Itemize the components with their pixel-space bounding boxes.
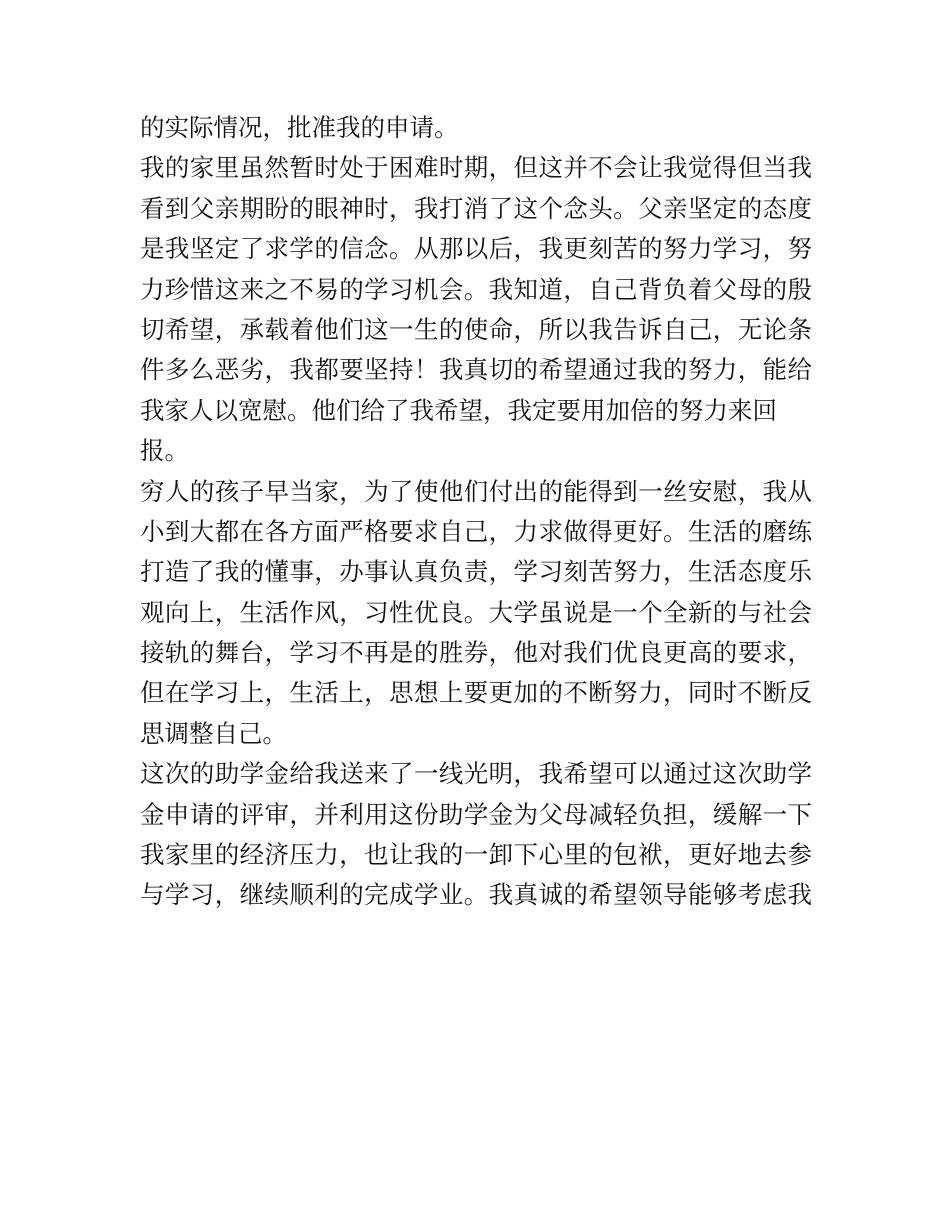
text-line: 观向上，生活作风，习性优良。大学虽说是一个全新的与社会 [140,597,812,627]
text-line: 力珍惜这来之不易的学习机会。我知道，自己背负着父母的殷 [140,274,812,304]
text-line: 但在学习上，生活上，思想上要更加的不断努力，同时不断反 [140,678,812,708]
text-line: 我的家里虽然暂时处于困难时期，但这并不会让我觉得但当我 [140,153,812,183]
text-line: 这次的助学金给我送来了一线光明，我希望可以通过这次助学 [140,759,812,789]
text-line: 看到父亲期盼的眼神时，我打消了这个念头。父亲坚定的态度 [140,193,812,223]
text-line: 报。 [140,436,189,466]
text-line: 与学习，继续顺利的完成学业。我真诚的希望领导能够考虑我 [140,880,812,910]
text-line: 思调整自己。 [140,718,287,748]
text-line: 我家人以宽慰。他们给了我希望，我定要用加倍的努力来回 [140,395,777,425]
body-text [140,108,812,916]
text-line: 是我坚定了求学的信念。从那以后，我更刻苦的努力学习，努 [140,234,812,264]
text-line: 打造了我的懂事，办事认真负责，学习刻苦努力，生活态度乐 [140,557,812,587]
text-line: 件多么恶劣，我都要坚持！我真切的希望通过我的努力，能给 [140,355,812,385]
text-line: 接轨的舞台，学习不再是的胜券，他对我们优良更高的要求， [140,638,812,668]
text-line: 的实际情况，批准我的申请。 [140,113,459,142]
text-line: 我家里的经济压力，也让我的一卸下心里的包袱，更好地去参 [140,840,812,870]
text-line: 穷人的孩子早当家，为了使他们付出的能得到一丝安慰，我从 [140,476,812,506]
text-line: 金申请的评审，并利用这份助学金为父母减轻负担，缓解一下 [140,799,812,829]
text-line: 小到大都在各方面严格要求自己，力求做得更好。生活的磨练 [140,516,812,546]
text-line: 切希望，承载着他们这一生的使命，所以我告诉自己，无论条 [140,314,812,344]
